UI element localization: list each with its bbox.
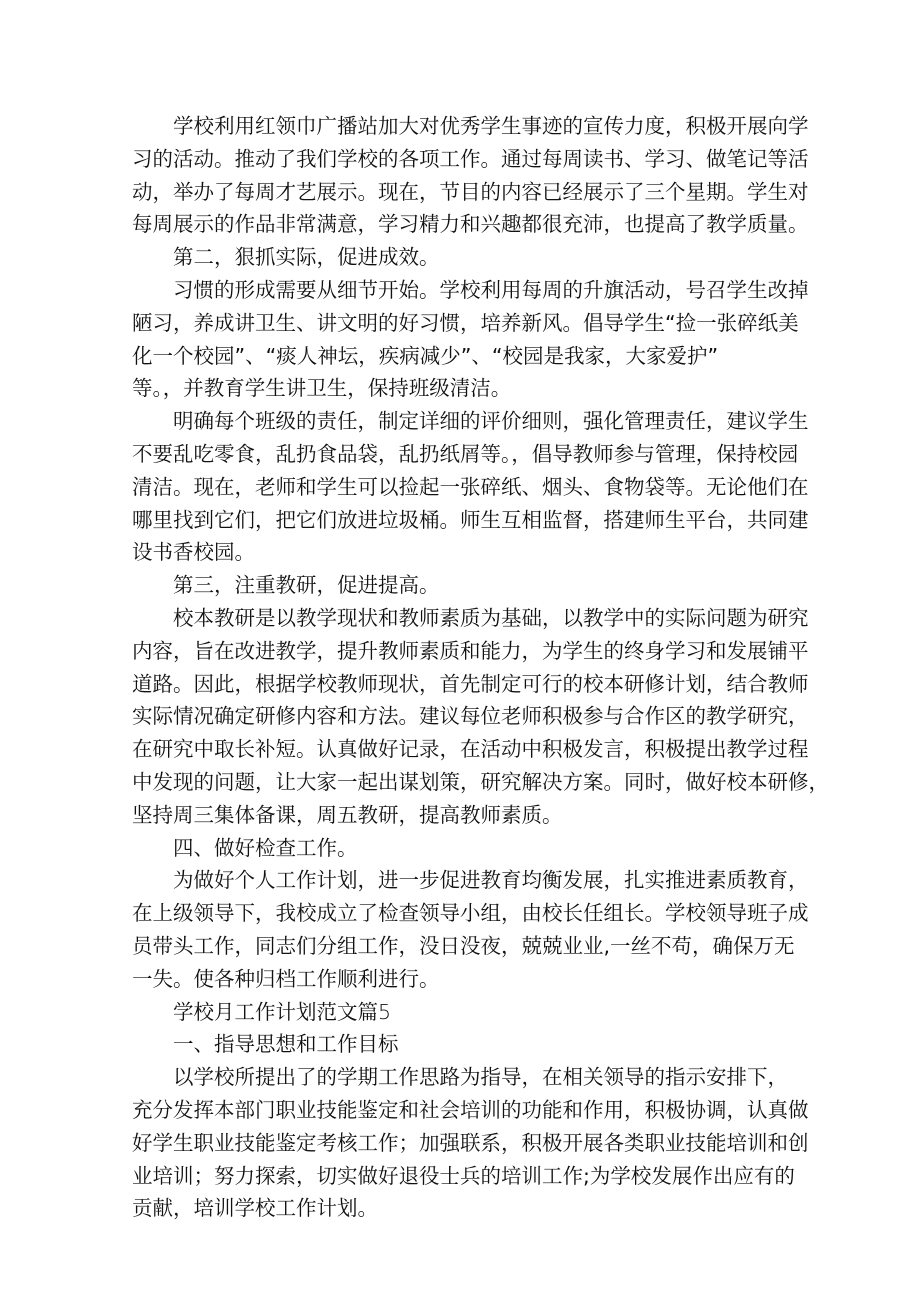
- text-line: 一、指导思想和工作目标: [173, 1032, 399, 1057]
- text-line: 习惯的形成需要从细节开始。学校利用每周的升旗活动，号召学生改掉: [173, 277, 809, 302]
- paragraph-11: [132, 1061, 809, 1225]
- text-line: 员带头工作，同志们分组工作，没日没夜，兢兢业业,一丝不苟，确保万无: [132, 933, 795, 958]
- text-line: 道路。因此，根据学校教师现状，首先制定可行的校本研修计划，结合教师: [132, 671, 809, 696]
- text-line: 清洁。现在，老师和学生可以捡起一张碎纸、烟头、食物袋等。无论他们在: [132, 474, 809, 499]
- text-line: 等。，并教育学生讲卫生，保持班级清洁。: [132, 376, 512, 401]
- text-line: 习的活动。推动了我们学校的各项工作。通过每周读书、学习、做笔记等活: [132, 146, 809, 171]
- text-line: 动，举办了每周才艺展示。现在，节目的内容已经展示了三个星期。学生对: [132, 179, 809, 204]
- text-line: 明确每个班级的责任，制定详细的评价细则，强化管理责任，建议学生: [173, 409, 809, 434]
- text-line: 第二，狠抓实际，促进成效。: [173, 245, 440, 270]
- text-line: 充分发挥本部门职业技能鉴定和社会培训的功能和作用，积极协调，认真做: [132, 1097, 809, 1122]
- text-line: 中发现的问题，让大家一起出谋划策，研究解决方案。同时，做好校本研修，: [132, 769, 829, 794]
- text-line: 在上级领导下，我校成立了检查领导小组，由校长任组长。学校领导班子成: [132, 901, 809, 926]
- document-page: [132, 110, 829, 1225]
- text-line: 第三，注重教研，促进提高。: [173, 573, 440, 598]
- section-heading-4: [132, 832, 796, 865]
- paragraph-6: [132, 602, 829, 832]
- text-line: 业培训；努力探索，切实做好退役士兵的培训工作;为学校发展作出应有的: [132, 1163, 795, 1188]
- article-title: [132, 996, 796, 1029]
- paragraph-3: [132, 274, 809, 405]
- text-line: 陋习，养成讲卫生、讲文明的好习惯，培养新风。倡导学生“捡一张碎纸美: [132, 310, 799, 335]
- text-line: 哪里找到它们，把它们放进垃圾桶。师生互相监督，搭建师生平台，共同建: [132, 507, 809, 532]
- section-heading-3: [132, 569, 796, 602]
- text-line: 每周展示的作品非常满意，学习精力和兴趣都很充沛，也提高了教学质量。: [132, 212, 809, 237]
- text-line: 坚持周三集体备课，周五教研，提高教师素质。: [132, 802, 563, 827]
- paragraph-1: [132, 110, 809, 241]
- text-line: 实际情况确定研修内容和方法。建议每位老师积极参与合作区的教学研究，: [132, 704, 809, 729]
- text-line: 化一个校园”、“痰人神坛，疾病减少”、“校园是我家，大家爱护”: [132, 343, 719, 368]
- paragraph-4: [132, 405, 809, 569]
- text-line: 为做好个人工作计划，进一步促进教育均衡发展，扎实推进素质教育，: [173, 868, 809, 893]
- text-line: 不要乱吃零食，乱扔食品袋，乱扔纸屑等。，倡导教师参与管理，保持校园: [132, 441, 799, 466]
- section-heading-1: [132, 1028, 796, 1061]
- text-line: 四、做好检查工作。: [173, 835, 358, 860]
- section-heading-2: [132, 241, 796, 274]
- text-line: 一失。使各种归档工作顺利进行。: [132, 966, 440, 991]
- text-line: 在研究中取长补短。认真做好记录，在活动中积极发言，积极提出教学过程: [132, 737, 809, 762]
- text-line: 学校月工作计划范文篇5: [173, 999, 392, 1024]
- text-line: 以学校所提出了的学期工作思路为指导，在相关领导的指示安排下，: [173, 1065, 788, 1090]
- text-line: 贡献，培训学校工作计划。: [132, 1196, 378, 1221]
- text-line: 设书香校园。: [132, 540, 255, 565]
- paragraph-8: [132, 864, 809, 995]
- text-line: 好学生职业技能鉴定考核工作；加强联系，积极开展各类职业技能培训和创: [132, 1130, 809, 1155]
- text-line: 校本教研是以教学现状和教师素质为基础，以教学中的实际问题为研究: [173, 605, 809, 630]
- text-line: 内容，旨在改进教学，提升教师素质和能力，为学生的终身学习和发展铺平: [132, 638, 809, 663]
- text-line: 学校利用红领巾广播站加大对优秀学生事迹的宣传力度，积极开展向学: [173, 114, 809, 138]
